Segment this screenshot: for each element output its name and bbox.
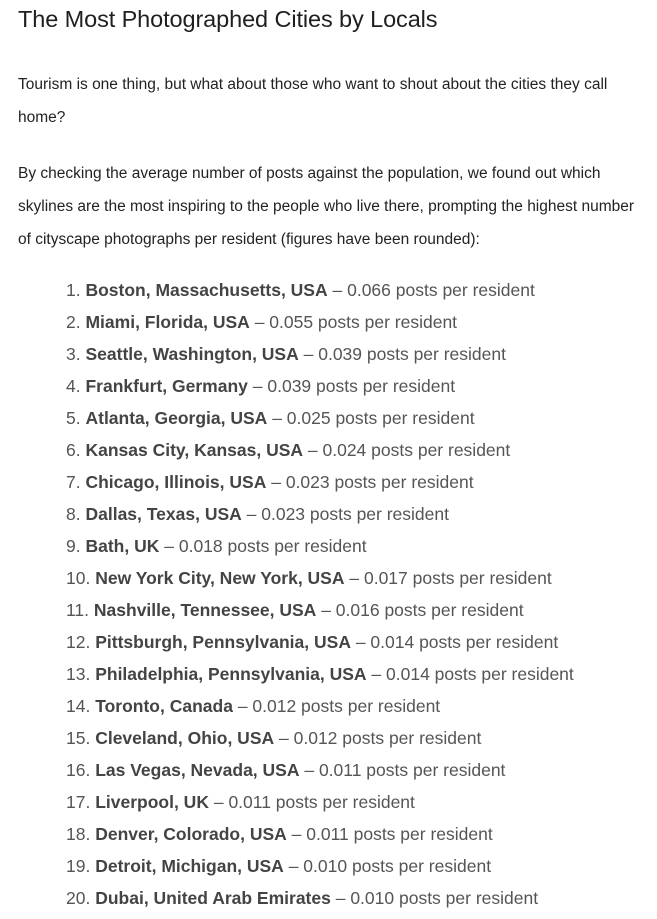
rank-number: 7. (66, 472, 81, 492)
rank-number: 13. (66, 664, 91, 684)
city-name: New York City, New York, USA (95, 568, 345, 588)
city-name: Frankfurt, Germany (85, 376, 248, 396)
list-item (66, 306, 648, 338)
city-name: Seattle, Washington, USA (85, 344, 299, 364)
posts-per-resident: – 0.010 posts per resident (335, 888, 539, 908)
city-name: Pittsburgh, Pennsylvania, USA (95, 632, 351, 652)
rank-number: 19. (66, 856, 91, 876)
city-name: Cleveland, Ohio, USA (95, 728, 275, 748)
rank-number: 10. (66, 568, 91, 588)
city-name: Denver, Colorado, USA (95, 824, 287, 844)
intro-paragraph-2: By checking the average number of posts against the population, we found out which skylines are the most inspiring to the people who live there, prompting the highest number of cityscape photographs per resident (figures have been rounded): (18, 165, 635, 248)
posts-per-resident: – 0.017 posts per resident (349, 568, 552, 588)
article (18, 0, 648, 914)
posts-per-resident: – 0.011 posts per resident (213, 792, 415, 812)
city-ranking-list (18, 274, 648, 914)
city-name: Bath, UK (85, 536, 160, 556)
posts-per-resident: – 0.014 posts per resident (371, 664, 574, 684)
posts-per-resident: – 0.018 posts per resident (164, 536, 367, 556)
rank-number: 11. (66, 600, 90, 620)
rank-number: 5. (66, 408, 81, 428)
posts-per-resident: – 0.025 posts per resident (272, 408, 475, 428)
rank-number: 12. (66, 632, 91, 652)
page-title: The Most Photographed Cities by Locals (18, 6, 438, 32)
city-name: Chicago, Illinois, USA (85, 472, 267, 492)
rank-number: 4. (66, 376, 81, 396)
rank-number: 1. (66, 280, 81, 300)
rank-number: 2. (66, 312, 81, 332)
list-item (66, 498, 648, 530)
city-name: Las Vegas, Nevada, USA (95, 760, 300, 780)
posts-per-resident: – 0.055 posts per resident (254, 312, 458, 332)
city-name: Miami, Florida, USA (85, 312, 250, 332)
list-item (66, 722, 648, 754)
posts-per-resident: – 0.014 posts per resident (355, 632, 559, 652)
list-item (66, 370, 648, 402)
intro-paragraph-1: Tourism is one thing, but what about those who want to shout about the cities they call home? (18, 76, 608, 126)
posts-per-resident: – 0.012 posts per resident (279, 728, 482, 748)
rank-number: 6. (66, 440, 81, 460)
list-item (66, 434, 648, 466)
posts-per-resident: – 0.023 posts per resident (246, 504, 449, 524)
list-item (66, 530, 648, 562)
rank-number: 16. (66, 760, 91, 780)
posts-per-resident: – 0.024 posts per resident (307, 440, 511, 460)
list-item (66, 882, 648, 914)
posts-per-resident: – 0.039 posts per resident (252, 376, 456, 396)
posts-per-resident: – 0.039 posts per resident (303, 344, 506, 364)
list-item (66, 338, 648, 370)
posts-per-resident: – 0.011 posts per resident (291, 824, 493, 844)
list-item (66, 466, 648, 498)
list-item (66, 658, 648, 690)
list-item (66, 818, 648, 850)
rank-number: 18. (66, 824, 91, 844)
city-name: Dubai, United Arab Emirates (95, 888, 331, 908)
rank-number: 15. (66, 728, 91, 748)
posts-per-resident: – 0.023 posts per resident (271, 472, 474, 492)
rank-number: 14. (66, 696, 91, 716)
list-item (66, 850, 648, 882)
city-name: Philadelphia, Pennsylvania, USA (95, 664, 367, 684)
city-name: Detroit, Michigan, USA (95, 856, 284, 876)
city-name: Dallas, Texas, USA (85, 504, 242, 524)
list-item (66, 274, 648, 306)
list-item (66, 754, 648, 786)
city-name: Liverpool, UK (95, 792, 209, 812)
list-item (66, 562, 648, 594)
posts-per-resident: – 0.066 posts per resident (332, 280, 535, 300)
rank-number: 9. (66, 536, 81, 556)
posts-per-resident: – 0.012 posts per resident (237, 696, 441, 716)
list-item (66, 402, 648, 434)
list-item (66, 786, 648, 818)
posts-per-resident: – 0.016 posts per resident (321, 600, 524, 620)
rank-number: 8. (66, 504, 81, 524)
posts-per-resident: – 0.010 posts per resident (288, 856, 492, 876)
posts-per-resident: – 0.011 posts per resident (304, 760, 506, 780)
rank-number: 20. (66, 888, 91, 908)
rank-number: 3. (66, 344, 81, 364)
rank-number: 17. (66, 792, 91, 812)
city-name: Toronto, Canada (95, 696, 233, 716)
city-name: Kansas City, Kansas, USA (85, 440, 304, 460)
city-name: Nashville, Tennessee, USA (93, 600, 317, 620)
list-item (66, 594, 648, 626)
city-name: Boston, Massachusetts, USA (85, 280, 328, 300)
list-item (66, 690, 648, 722)
list-item (66, 626, 648, 658)
city-name: Atlanta, Georgia, USA (85, 408, 268, 428)
